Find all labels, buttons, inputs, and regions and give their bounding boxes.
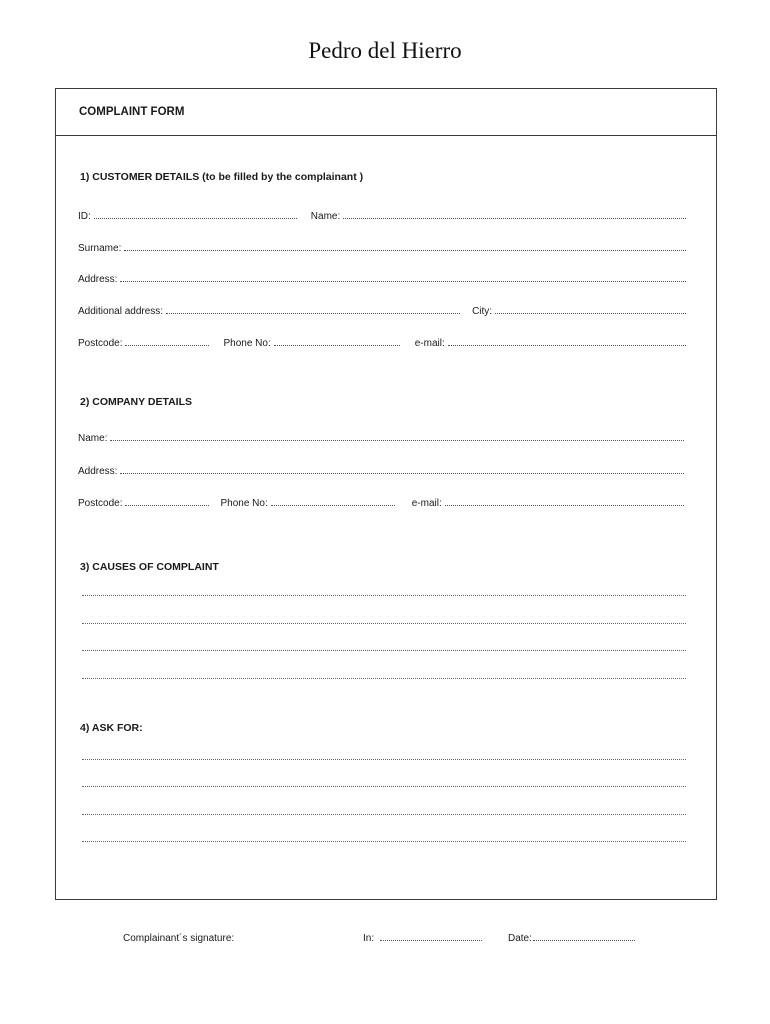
email-label: e-mail: [414, 338, 445, 349]
section-ask-title: 4) ASK FOR: [80, 722, 143, 734]
complaint-form [55, 88, 717, 900]
ask-line[interactable] [82, 841, 686, 842]
signature-label: Complainant´s signature: [123, 933, 235, 944]
causes-line[interactable] [82, 623, 686, 624]
id-field[interactable] [94, 217, 297, 219]
date-label: Date: [508, 933, 532, 944]
company-postcode-label: Postcode: [78, 498, 123, 509]
name-label: Name: [310, 211, 341, 222]
row-company-postcode-phone-email [78, 495, 684, 509]
row-postcode-phone-email [78, 335, 686, 349]
surname-label: Surname: [78, 243, 122, 254]
date-field[interactable] [533, 939, 635, 941]
city-label: City: [472, 306, 493, 317]
place-area [363, 930, 482, 944]
city-field[interactable] [495, 312, 686, 314]
phone-field[interactable] [274, 344, 400, 346]
causes-line[interactable] [82, 678, 686, 679]
date-area [508, 930, 635, 944]
row-id-name [78, 208, 686, 222]
section-customer-title: 1) CUSTOMER DETAILS (to be filled by the complainant ) [80, 171, 364, 183]
company-email-label: e-mail: [411, 498, 442, 509]
ask-line[interactable] [82, 786, 686, 787]
company-phone-label: Phone No: [220, 498, 268, 509]
in-field[interactable] [380, 939, 482, 941]
name-field[interactable] [343, 217, 686, 219]
additional-address-label: Additional address: [78, 306, 164, 317]
company-email-field[interactable] [445, 504, 684, 506]
company-phone-field[interactable] [271, 504, 395, 506]
row-company-name [78, 430, 684, 444]
address-field[interactable] [120, 280, 686, 282]
company-name-label: Name: [78, 433, 108, 444]
email-field[interactable] [448, 344, 686, 346]
phone-label: Phone No: [223, 338, 271, 349]
postcode-label: Postcode: [78, 338, 123, 349]
form-title: COMPLAINT FORM [79, 106, 185, 118]
ask-line[interactable] [82, 814, 686, 815]
company-address-label: Address: [78, 466, 118, 477]
id-label: ID: [78, 211, 91, 222]
surname-field[interactable] [124, 249, 686, 251]
section-company-title: 2) COMPANY DETAILS [80, 396, 193, 408]
row-company-address [78, 463, 684, 477]
company-postcode-field[interactable] [125, 504, 209, 506]
company-name-field[interactable] [110, 439, 684, 441]
ask-line[interactable] [82, 759, 686, 760]
postcode-field[interactable] [125, 344, 209, 346]
in-label: In: [363, 933, 375, 944]
company-address-field[interactable] [120, 472, 684, 474]
brand-logo: Pedro del Hierro [308, 38, 462, 63]
row-surname [78, 240, 686, 254]
causes-line[interactable] [82, 595, 686, 596]
form-header [56, 89, 716, 136]
row-additional-address-city [78, 303, 686, 317]
address-label: Address: [78, 274, 118, 285]
row-address [78, 271, 686, 285]
section-causes-title: 3) CAUSES OF COMPLAINT [80, 561, 219, 573]
signature-area [123, 930, 237, 944]
causes-line[interactable] [82, 650, 686, 651]
additional-address-field[interactable] [166, 312, 460, 314]
